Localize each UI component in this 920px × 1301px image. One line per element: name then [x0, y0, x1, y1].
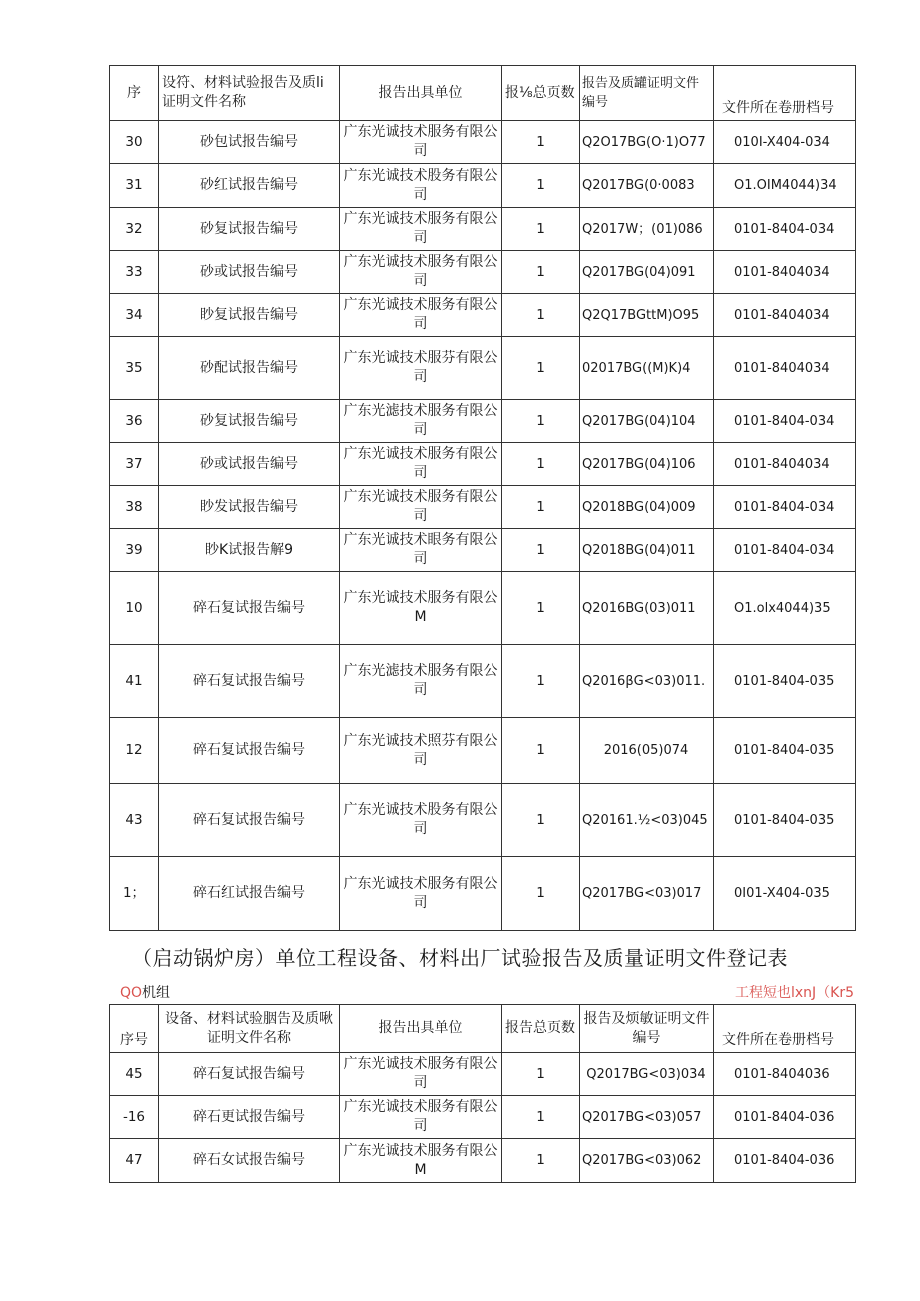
- cell-seq: 39: [110, 529, 159, 572]
- cell-pages: 1: [502, 784, 580, 857]
- unit-prefix: QO: [120, 985, 143, 1001]
- cell-code: Q2O17BG(O·1)O77: [580, 121, 714, 164]
- cell-volume: O1.olx4044)35: [714, 572, 856, 645]
- header-unit: 报告出具单位: [340, 66, 502, 121]
- cell-seq: 12: [110, 718, 159, 784]
- unit-text: 机组: [142, 985, 171, 1001]
- cell-code: Q2017W；(01)086: [580, 208, 714, 251]
- table-row: [110, 400, 856, 443]
- cell-volume: 0101-8404034: [714, 294, 856, 337]
- cell-name: 碎石复试报告编号: [159, 572, 340, 645]
- cell-name: 眇K试报告解9: [159, 529, 340, 572]
- cell-seq: 36: [110, 400, 159, 443]
- cell-volume: 0101-8404036: [714, 1053, 856, 1096]
- table-row: [110, 572, 856, 645]
- header-seq: 序: [110, 66, 159, 121]
- cell-volume: 0101-8404-035: [714, 645, 856, 718]
- cell-code: Q2017BG<03)034: [580, 1053, 714, 1096]
- header-pages: 报⅛总页数: [502, 66, 580, 121]
- cell-name: 砂复试报告编号: [159, 208, 340, 251]
- table-row: [110, 294, 856, 337]
- cell-code: Q2017BG(0·0083: [580, 164, 714, 208]
- cell-unit: 广东光诚技术照芬有限公司: [340, 718, 502, 784]
- cell-code: Q2017BG<03)062: [580, 1139, 714, 1183]
- cell-name: 眇发试报告编号: [159, 486, 340, 529]
- cell-pages: 1: [502, 572, 580, 645]
- table-row: [110, 164, 856, 208]
- project-label: 工程短也lxnJ（Kr5: [734, 985, 854, 1001]
- cell-pages: 1: [502, 251, 580, 294]
- cell-pages: 1: [502, 1096, 580, 1139]
- cell-seq: 1；: [110, 857, 159, 931]
- cell-code: Q2017BG(04)104: [580, 400, 714, 443]
- cell-pages: 1: [502, 294, 580, 337]
- cell-pages: 1: [502, 164, 580, 208]
- cell-volume: 0101-8404-034: [714, 400, 856, 443]
- header-volume: 文件所在卷册档号: [714, 1005, 856, 1053]
- header-name: 设符、材料试验报告及质li证明文件名称: [159, 66, 340, 121]
- cell-unit: 广东光诚技术服芬有限公司: [340, 337, 502, 400]
- table-row: [110, 645, 856, 718]
- table-row: [110, 251, 856, 294]
- cell-unit: 广东光诚技术服务有限公司: [340, 1096, 502, 1139]
- cell-seq: -16: [110, 1096, 159, 1139]
- header-seq: 序号: [110, 1005, 159, 1053]
- cell-unit: 广东光诚技术股务有限公司: [340, 784, 502, 857]
- cell-unit: 广东光诚技术股务有限公司: [340, 164, 502, 208]
- cell-seq: 43: [110, 784, 159, 857]
- cell-pages: 1: [502, 486, 580, 529]
- cell-name: 碎石女试报告编号: [159, 1139, 340, 1183]
- cell-code: 2016(05)074: [580, 718, 714, 784]
- cell-name: 碎石复试报告编号: [159, 1053, 340, 1096]
- cell-volume: 0I01-X404-035: [714, 857, 856, 931]
- cell-seq: 37: [110, 443, 159, 486]
- cell-name: 砂或试报告编号: [159, 443, 340, 486]
- cell-unit: 广东光诚技术服务有限公司: [340, 857, 502, 931]
- cell-code: Q2Q17BGttM)O95: [580, 294, 714, 337]
- cell-unit: 广东光诚技术服务有限公司: [340, 1053, 502, 1096]
- cell-unit: 广东光诚技术服务有限公M: [340, 572, 502, 645]
- cell-name: 碎石更试报告编号: [159, 1096, 340, 1139]
- cell-seq: 34: [110, 294, 159, 337]
- table-row: [110, 121, 856, 164]
- table-row: [110, 718, 856, 784]
- cell-unit: 广东光诚技术服务有限公司: [340, 486, 502, 529]
- cell-volume: 0101-8404-035: [714, 784, 856, 857]
- cell-pages: 1: [502, 718, 580, 784]
- cell-unit: 广东光诚技术服务有限公司: [340, 121, 502, 164]
- cell-name: 碎石复试报告编号: [159, 784, 340, 857]
- cell-code: Q2017BG(04)091: [580, 251, 714, 294]
- cell-volume: 0101-8404-034: [714, 208, 856, 251]
- cell-pages: 1: [502, 337, 580, 400]
- table-row: [110, 857, 856, 931]
- table-row: [110, 784, 856, 857]
- cell-seq: 45: [110, 1053, 159, 1096]
- cell-volume: 0101-8404-036: [714, 1139, 856, 1183]
- cell-pages: 1: [502, 529, 580, 572]
- cell-unit: 广东光滤技术服务有限公司: [340, 400, 502, 443]
- cell-seq: 33: [110, 251, 159, 294]
- cell-name: 砂包试报告编号: [159, 121, 340, 164]
- cell-pages: 1: [502, 208, 580, 251]
- cell-pages: 1: [502, 1053, 580, 1096]
- cell-volume: O1.OIM4044)34: [714, 164, 856, 208]
- cell-code: Q2016βG<03)011.: [580, 645, 714, 718]
- cell-volume: 010I-X404-034: [714, 121, 856, 164]
- header-code: 报告及烦敏证明文件编号: [580, 1005, 714, 1053]
- cell-seq: 10: [110, 572, 159, 645]
- cell-volume: 0101-8404-034: [714, 529, 856, 572]
- cell-name: 碎石复试报告编号: [159, 645, 340, 718]
- cell-code: Q2016BG(03)011: [580, 572, 714, 645]
- cell-unit: 广东光诚技术服务有限公司: [340, 294, 502, 337]
- header-code: 报告及质罐证明文件编号: [580, 66, 714, 121]
- cell-unit: 广东光诚技术服务有限公司: [340, 443, 502, 486]
- cell-unit: 广东光诚技术眼务有限公司: [340, 529, 502, 572]
- cell-unit: 广东光滤技术服务有限公司: [340, 645, 502, 718]
- cell-volume: 0101-8404-034: [714, 486, 856, 529]
- header-name: 设备、材料试验胭告及质啾证明文件名称: [159, 1005, 340, 1053]
- cell-code: 02017BG((M)K)4: [580, 337, 714, 400]
- cell-pages: 1: [502, 400, 580, 443]
- cell-pages: 1: [502, 645, 580, 718]
- cell-code: Q2018BG(04)009: [580, 486, 714, 529]
- header-volume: 文件所在卷册档号: [714, 66, 856, 121]
- cell-code: Q2018BG(04)011: [580, 529, 714, 572]
- cell-unit: 广东光诚技术服务有限公司: [340, 208, 502, 251]
- cell-volume: 0101-8404-036: [714, 1096, 856, 1139]
- header-unit: 报告出具单位: [340, 1005, 502, 1053]
- cell-name: 砂配试报告编号: [159, 337, 340, 400]
- register-table-1: [109, 65, 856, 931]
- cell-pages: 1: [502, 857, 580, 931]
- cell-name: 眇复试报告编号: [159, 294, 340, 337]
- table-row: [110, 1053, 856, 1096]
- page-title: （启动锅炉房）单位工程设备、材料出厂试验报告及质量证明文件登记表: [132, 946, 788, 970]
- cell-code: Q20161.½<03)045: [580, 784, 714, 857]
- cell-volume: 0101-8404-035: [714, 718, 856, 784]
- cell-seq: 32: [110, 208, 159, 251]
- cell-volume: 0101-8404034: [714, 443, 856, 486]
- register-table-2: [109, 1004, 856, 1183]
- cell-volume: 0101-8404034: [714, 337, 856, 400]
- cell-seq: 30: [110, 121, 159, 164]
- table-row: [110, 1139, 856, 1183]
- table-row: [110, 443, 856, 486]
- unit-label: [120, 982, 170, 1002]
- table-row: [110, 1096, 856, 1139]
- cell-code: Q2017BG<03)017: [580, 857, 714, 931]
- cell-pages: 1: [502, 443, 580, 486]
- cell-code: Q2017BG(04)106: [580, 443, 714, 486]
- cell-pages: 1: [502, 1139, 580, 1183]
- cell-name: 碎石复试报告编号: [159, 718, 340, 784]
- cell-name: 砂或试报告编号: [159, 251, 340, 294]
- cell-code: Q2017BG<03)057: [580, 1096, 714, 1139]
- cell-seq: 35: [110, 337, 159, 400]
- cell-volume: 0101-8404034: [714, 251, 856, 294]
- header-pages: 报告总页数: [502, 1005, 580, 1053]
- cell-seq: 41: [110, 645, 159, 718]
- cell-pages: 1: [502, 121, 580, 164]
- table-row: [110, 529, 856, 572]
- cell-unit: 广东光诚技术服务有限公M: [340, 1139, 502, 1183]
- cell-seq: 38: [110, 486, 159, 529]
- cell-name: 碎石红试报告编号: [159, 857, 340, 931]
- cell-unit: 广东光诚技术服务有限公司: [340, 251, 502, 294]
- table-row: [110, 208, 856, 251]
- cell-seq: 31: [110, 164, 159, 208]
- table-row: [110, 337, 856, 400]
- table-row: [110, 486, 856, 529]
- cell-name: 砂复试报告编号: [159, 400, 340, 443]
- cell-name: 砂红试报告编号: [159, 164, 340, 208]
- cell-seq: 47: [110, 1139, 159, 1183]
